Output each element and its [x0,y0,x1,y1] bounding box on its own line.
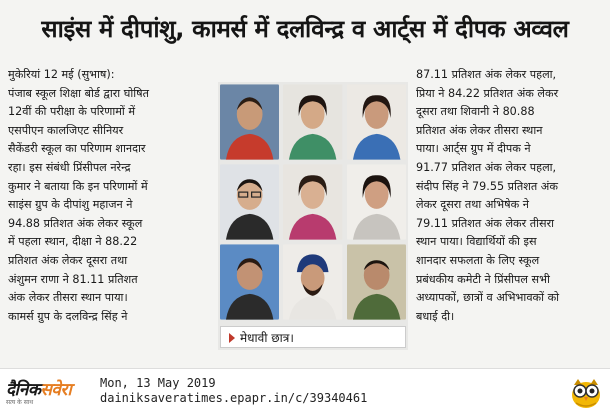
logo-text-part1: दैनिक [6,380,41,400]
text-line: कुमार ने बताया कि इन परिणामों में [8,179,148,193]
student-photo [347,164,406,240]
owl-icon [568,375,604,409]
logo-tagline: सत्य के साथ [6,399,34,406]
text-line: अंशुमन राणा ने 81.11 प्रतिशत [8,272,138,286]
student-photo [220,244,279,320]
text-line: साइंस ग्रुप के दीपांशु महाजन ने [8,198,133,212]
text-line: बधाई दी। [416,309,455,323]
epaper-footer [0,368,610,414]
text-line: कामर्स ग्रुप के दलविन्द्र सिंह ने [8,309,128,323]
newspaper-logo[interactable] [6,377,71,406]
text-line: सैकेंडरी स्कूल का परिणाम शानदार [8,142,146,156]
caption-arrow-icon [229,333,235,343]
text-line: 79.11 प्रतिशत अंक लेकर तीसरा [416,216,555,230]
article-left-column [8,66,210,326]
student-photo [283,84,342,160]
photo-grid [220,84,406,320]
text-line: संदीप सिंह ने 79.55 प्रतिशत अंक [416,179,558,193]
text-line: लेकर दूसरा तथा अभिषेक ने [416,198,529,212]
text-line: प्रतिशत अंक लेकर तीसरा स्थान [416,123,543,137]
publish-date: Mon, 13 May 2019 [100,376,216,390]
student-photos [218,82,408,350]
text-line: दूसरा तथा शिवानी ने 80.88 [416,105,535,119]
student-photo [347,84,406,160]
text-line: स्थान पाया। विद्यार्थियों की इस [416,235,537,249]
text-line: शानदार सफलता के लिए स्कूल [416,253,540,267]
logo-text-part2: सवेरा [40,380,72,400]
student-photo [220,84,279,160]
text-line: 12वीं की परीक्षा के परिणामों में [8,105,136,119]
headline: साइंस में दीपांशु, कामर्स में दलविन्द्र व आर्ट्स में दीपक अव्वल [41,15,569,43]
text-line: पंजाब स्कूल शिक्षा बोर्ड द्वारा घोषित [8,86,150,100]
text-line: एसपीएन कालजिएट सीनियर [8,123,124,137]
text-line: पाया। आर्ट्स ग्रुप में दीपक ने [416,142,531,156]
text-line: 91.77 प्रतिशत अंक लेकर पहला, [416,160,557,174]
text-line: प्रबंधकीय कमेटी ने प्रिंसीपल सभी [416,272,550,286]
student-photo [283,244,342,320]
text-line: 87.11 प्रतिशत अंक लेकर पहला, [416,68,557,81]
text-line: प्रतिशत अंक लेकर दूसरा तथा [8,253,128,267]
student-photo [283,164,342,240]
photo-caption [220,326,406,348]
clip-url[interactable]: dainiksaveratimes.epapr.in/c/39340461 [100,391,368,405]
text-line: में पहला स्थान, दीक्षा ने 88.22 [8,235,138,249]
student-photo [220,164,279,240]
text-line: प्रिया ने 84.22 प्रतिशत अंक लेकर [416,86,559,100]
student-photo [347,244,406,320]
article-right-column [416,66,602,326]
text-line: अंक लेकर तीसरा स्थान पाया। [8,291,128,305]
caption-text: मेधावी छात्र। [240,331,294,345]
text-line: अध्यापकों, छात्रों व अभिभावकों को [416,291,560,305]
text-line: 94.88 प्रतिशत अंक लेकर स्कूल [8,216,143,230]
text-line: रहा। इस संबंधी प्रिंसीपल नरेन्द्र [8,160,131,174]
text-line: मुकेरियां 12 मई (सुभाष): [8,68,115,81]
clip-meta [100,376,367,406]
